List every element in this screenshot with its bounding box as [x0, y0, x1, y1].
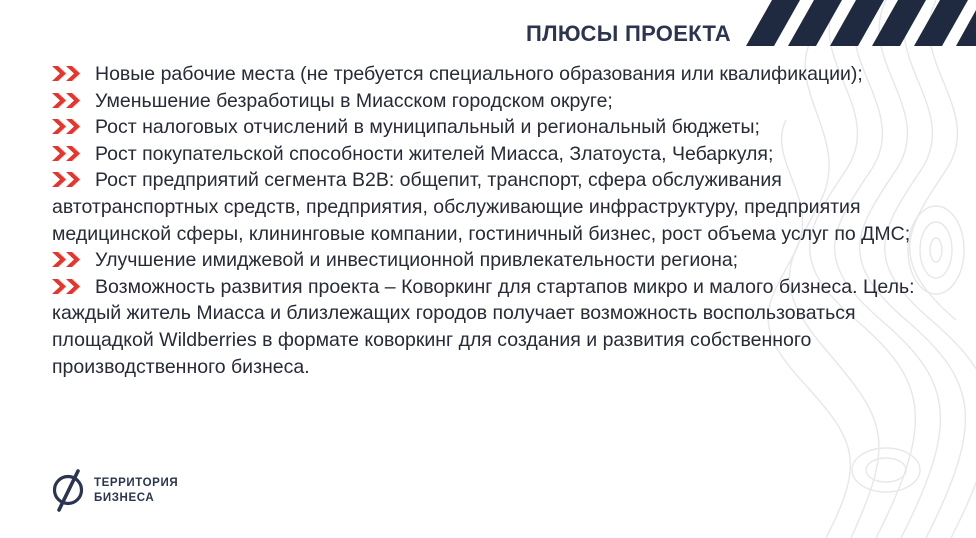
double-chevron-right-icon: [52, 252, 82, 267]
list-item-text: Рост предприятий сегмента B2B: общепит, транспорт, сфера обслуживания автотранспортных средств, предприятия, обслуживающие инфраструктуру, предприятия медицинской сферы, клининговые компании, гостиничный бизнес, рост объема услуг по ДМС;: [52, 169, 911, 245]
logo-wordmark: [94, 476, 178, 506]
double-chevron-right-icon: [52, 93, 82, 108]
list-item-text: Рост налоговых отчислений в муниципальный и региональный бюджеты;: [95, 116, 760, 139]
logo-line-1: ТЕРРИТОРИЯ: [94, 477, 179, 489]
list-item-text: Улучшение имиджевой и инвестиционной привлекательности региона;: [95, 249, 739, 272]
double-chevron-right-icon: [52, 279, 82, 294]
double-chevron-right-icon: [52, 172, 82, 187]
list-item: [52, 114, 952, 141]
corner-stripes-decoration: [726, 0, 976, 46]
list-item-text: Уменьшение безработицы в Миасском городском округе;: [95, 89, 613, 112]
list-item: [52, 141, 952, 168]
double-chevron-right-icon: [52, 119, 82, 134]
logo-line-2: БИЗНЕСА: [94, 492, 155, 504]
slashed-circle-logo-icon: [51, 468, 89, 512]
list-item: [52, 167, 952, 247]
slide-title: ПЛЮСЫ ПРОЕКТА: [526, 21, 731, 46]
list-item-text: Возможность развития проекта – Коворкинг для стартапов микро и малого бизнеса. Цель: каждый житель Миасса и близлежащих городов получает возможность воспользоваться площадкой Wildberries в формате коворкинг для создания и развития собственного производственного бизнеса.: [52, 275, 915, 378]
double-chevron-right-icon: [52, 66, 82, 81]
benefits-list: [52, 61, 952, 380]
list-item: [52, 247, 952, 274]
list-item-text: Новые рабочие места (не требуется специального образования или квалификации);: [95, 63, 863, 85]
company-logo: [51, 468, 211, 516]
list-item: [52, 88, 952, 115]
double-chevron-right-icon: [52, 146, 82, 161]
list-item-text: Рост покупательской способности жителей Миасса, Златоуста, Чебаркуля;: [95, 142, 774, 165]
list-item: [52, 274, 952, 380]
list-item: [52, 61, 952, 88]
